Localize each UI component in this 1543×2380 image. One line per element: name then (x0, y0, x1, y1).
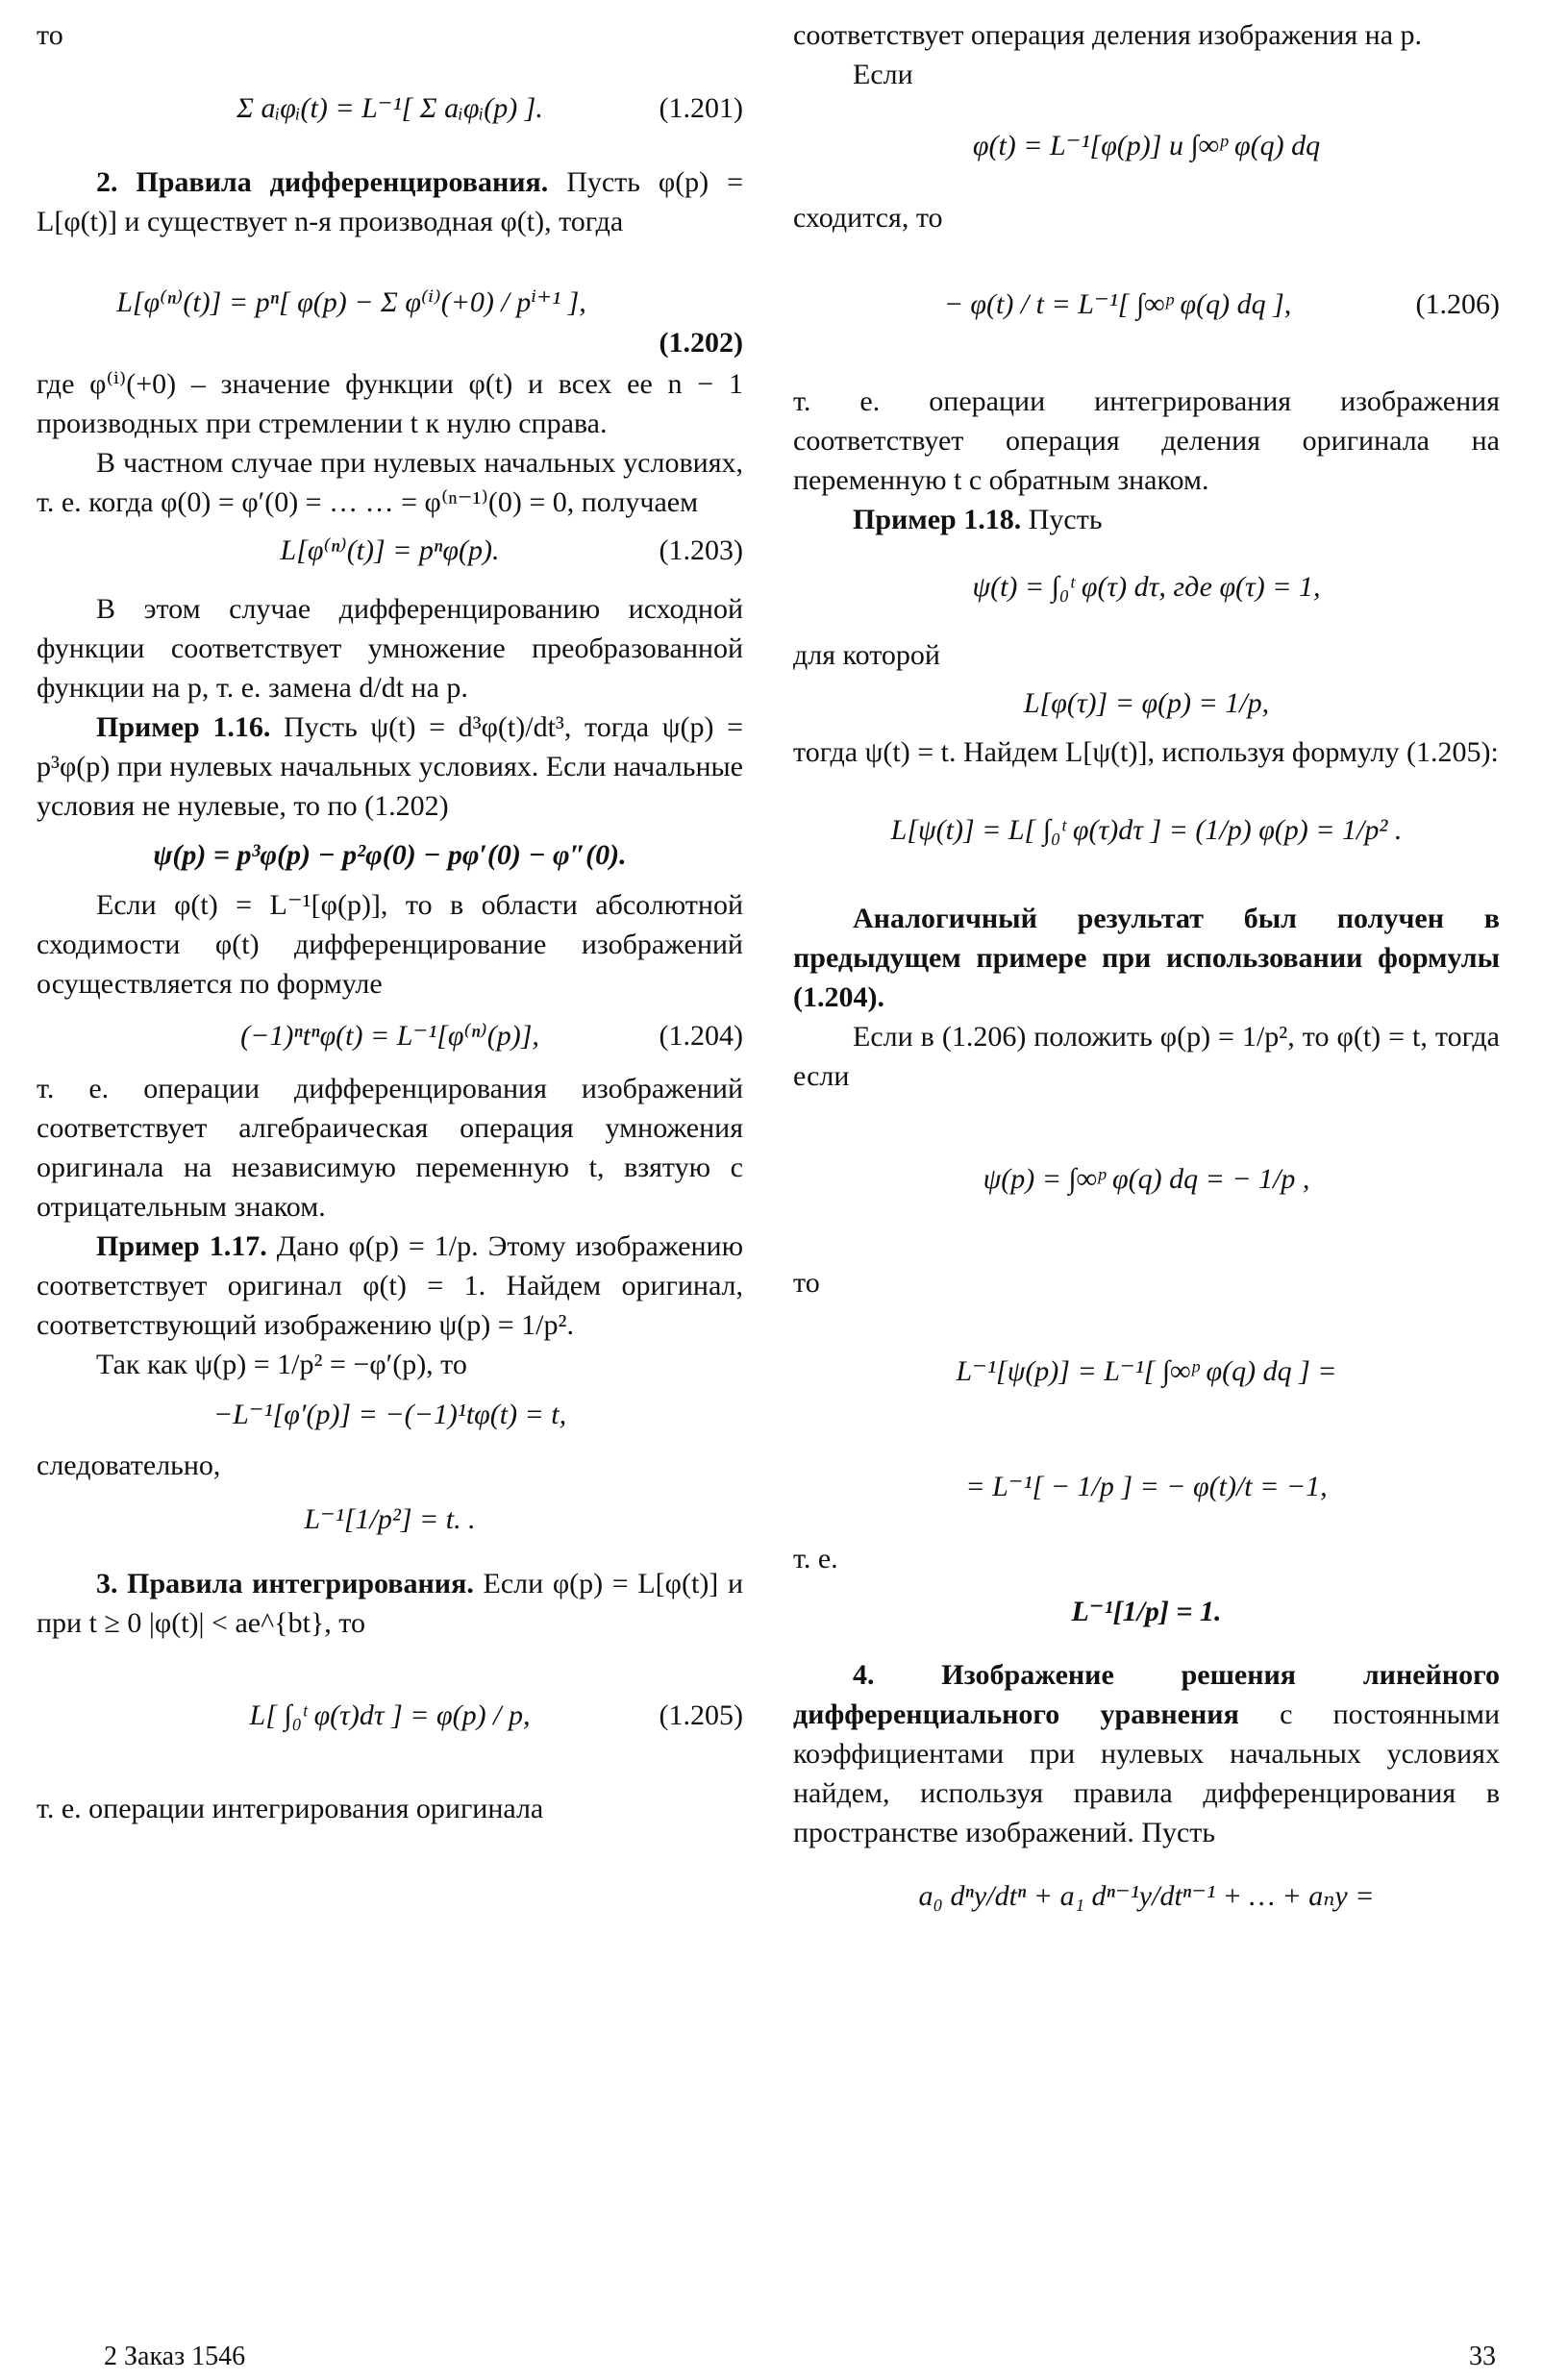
formula: −L⁻¹[φ′(p)] = −(−1)¹tφ(t) = t, (212, 1399, 567, 1430)
formula: φ(t) = L⁻¹[φ(p)] и ∫∞ᵖ φ(q) dq (972, 130, 1321, 161)
equation-if (793, 100, 1500, 192)
equation-example-1-16 (37, 831, 743, 880)
equation-example-1-18b (793, 681, 1500, 727)
formula: Σ aᵢφᵢ(t) = L⁻¹[ Σ aᵢφᵢ(p) ]. (236, 92, 543, 124)
formula: L⁻¹[1/p] = 1. (1071, 1596, 1222, 1627)
formula: (−1)ⁿtⁿφ(t) = L⁻¹[φ⁽ⁿ⁾(p)], (240, 1020, 539, 1052)
text-to: то (793, 1267, 820, 1299)
equation-number: (1.203) (659, 534, 743, 566)
formula: ψ(p) = p³φ(p) − p²φ(0) − pφ′(0) − φ″(0). (153, 839, 627, 871)
heading-example: Пример 1.18. (853, 504, 1022, 535)
equation-number: (1.205) (659, 1699, 743, 1731)
paragraph-if: Если φ(t) = L⁻¹[φ(p)], то в области абсолютной сходимости φ(t) дифференцирование изображений осуществляется по формуле (37, 889, 743, 1000)
paragraph-where: где φ⁽ⁱ⁾(+0) – значение функции φ(t) и всех ее n − 1 производных при стремлении t к нулю справа. (37, 368, 743, 439)
text-rule2: Пусть φ(p) = L[φ(t)] и существует n-я производная φ(t), тогда (37, 166, 744, 237)
paragraph-if-1-206: Если в (1.206) положить φ(p) = 1/p², то φ(t) = t, тогда если (793, 1021, 1500, 1092)
paragraph-rule3 (37, 1564, 743, 1643)
text-if: Если (853, 59, 913, 90)
formula: ψ(t) = ∫₀ᵗ φ(τ) dτ, где φ(τ) = 1, (972, 571, 1321, 603)
text-ie-4: т. е. (793, 1543, 838, 1574)
equation-1-202 (37, 247, 743, 359)
paragraph-example-1-17 (37, 1227, 743, 1345)
equation-example-1-17 (37, 1390, 743, 1440)
equation-example-1-18c (793, 778, 1500, 883)
paragraph-ie-1: т. е. операции дифференцирования изображений соответствует алгебраическая операция умножения оригинала на независимую переменную t, взятую с отрицательным знаком. (37, 1073, 743, 1223)
paragraph-example-1-16 (37, 707, 743, 826)
formula: − φ(t) / t = L⁻¹[ ∫∞ᵖ φ(q) dq ], (943, 288, 1292, 320)
page-number: 33 (1469, 2342, 1496, 2371)
text-section-4: с постоянными коэффициентами при нулевых начальных условиях найдем, используя правила дифференцирования в пространстве изображений. Пусть (793, 1698, 1500, 1848)
equation-inverse-2 (793, 1441, 1500, 1533)
formula: L[ψ(t)] = L[ ∫₀ᵗ φ(τ)dτ ] = (1/p) φ(p) = 1/p² . (890, 814, 1403, 846)
text-rule3: Если φ(p) = L[φ(t)] и при t ≥ 0 |φ(t)| < ae^{bt}, то (37, 1568, 744, 1639)
equation-number: (1.204) (659, 1020, 743, 1052)
paragraph-analog: Аналогичный результат был получен в предыдущем примере при использовании формулы (1.204). (793, 903, 1500, 1013)
formula: L⁻¹[1/p²] = t. . (304, 1503, 476, 1535)
text-converges: сходится, то (793, 202, 943, 234)
paragraph-hence: следовательно, (37, 1450, 221, 1481)
text-example: Пусть ψ(t) = d³φ(t)/dt³, тогда ψ(p) = p³φ(p) при нулевых начальных условиях. Если начальные условия не нулевые, то по (1.202) (37, 711, 744, 822)
paragraph-case: В этом случае дифференцированию исходной функции соответствует умножение преобразованной функции на p, т. е. замена d/dt на p. (37, 593, 743, 704)
heading-example: Пример 1.16. (96, 711, 271, 743)
equation-1-205 (37, 1649, 743, 1783)
equation-psi (793, 1102, 1500, 1257)
formula: L[ ∫₀ᵗ φ(τ)dτ ] = φ(p) / p, (249, 1699, 531, 1731)
text-example: Пусть (1028, 504, 1103, 535)
formula: a₀ dⁿy/dtⁿ + a₁ dⁿ⁻¹y/dtⁿ⁻¹ + … + aₙy = (918, 1880, 1375, 1912)
equation-inverse-1 (793, 1308, 1500, 1435)
paragraph-rule2 (37, 162, 743, 241)
equation-inverse-3 (793, 1584, 1500, 1640)
paragraph-example-1-18 (793, 500, 1500, 539)
right-column (793, 15, 1500, 1941)
heading-example: Пример 1.17. (96, 1230, 267, 1262)
formula: L[φ⁽ⁿ⁾(t)] = pⁿφ(p). (280, 534, 500, 566)
equation-1-203 (37, 528, 743, 574)
paragraph-ie-2: т. е. операции интегрирования оригинала (37, 1793, 544, 1824)
equation-number: (1.202) (659, 326, 743, 359)
paragraph-then: тогда ψ(t) = t. Найдем L[ψ(t)], используя формулу (1.205): (793, 736, 1499, 768)
paragraph-section-4 (793, 1655, 1500, 1852)
text-example: Дано φ(p) = 1/p. Этому изображению соответствует оригинал φ(t) = 1. Найдем оригинал, соответствующий изображению ψ(p) = 1/p². (37, 1230, 743, 1341)
formula: L[φ⁽ⁿ⁾(t)] = pⁿ[ φ(p) − Σ φ⁽ⁱ⁾(+0) / pⁱ⁺¹ ], (116, 286, 586, 318)
heading-rule3: 3. Правила интегрирования. (96, 1568, 474, 1599)
paragraph-since: Так как ψ(p) = 1/p² = −φ′(p), то (96, 1349, 467, 1380)
formula: L[φ(τ)] = φ(p) = 1/p, (1023, 687, 1270, 719)
formula: L⁻¹[ψ(p)] = L⁻¹[ ∫∞ᵖ φ(q) dq ] = (956, 1355, 1337, 1387)
equation-number: (1.206) (1415, 288, 1500, 320)
left-column (37, 15, 743, 1828)
equation-1-206 (793, 243, 1500, 366)
formula: ψ(p) = ∫∞ᵖ φ(q) dq = − 1/p , (983, 1163, 1310, 1195)
heading-rule2: 2. Правила дифференцирования. (96, 166, 549, 198)
footer-order: 2 Заказ 1546 (104, 2342, 246, 2371)
formula: = L⁻¹[ − 1/p ] = − φ(t)/t = −1, (965, 1471, 1328, 1502)
text-for-which: для которой (793, 639, 940, 671)
text-to: то (37, 19, 63, 51)
paragraph-ie-3: т. е. операции интегрирования изображения соответствует операция деления оригинала на переменную t с обратным знаком. (793, 385, 1500, 496)
equation-number: (1.201) (659, 92, 743, 124)
equation-ode (793, 1858, 1500, 1935)
equation-1-204 (37, 1009, 743, 1063)
equation-result-1-17 (37, 1491, 743, 1549)
equation-1-201 (37, 61, 743, 157)
equation-example-1-18a (793, 545, 1500, 630)
paragraph-cont: соответствует операция деления изображения на p. (793, 19, 1423, 51)
paragraph-partial-case: В частном случае при нулевых начальных условиях, т. е. когда φ(0) = φ′(0) = … … = φ⁽ⁿ⁻¹⁾(0) = 0, получаем (37, 447, 743, 518)
heading-section-4: 4. Изображение решения линейного дифференциального уравнения (793, 1659, 1500, 1730)
